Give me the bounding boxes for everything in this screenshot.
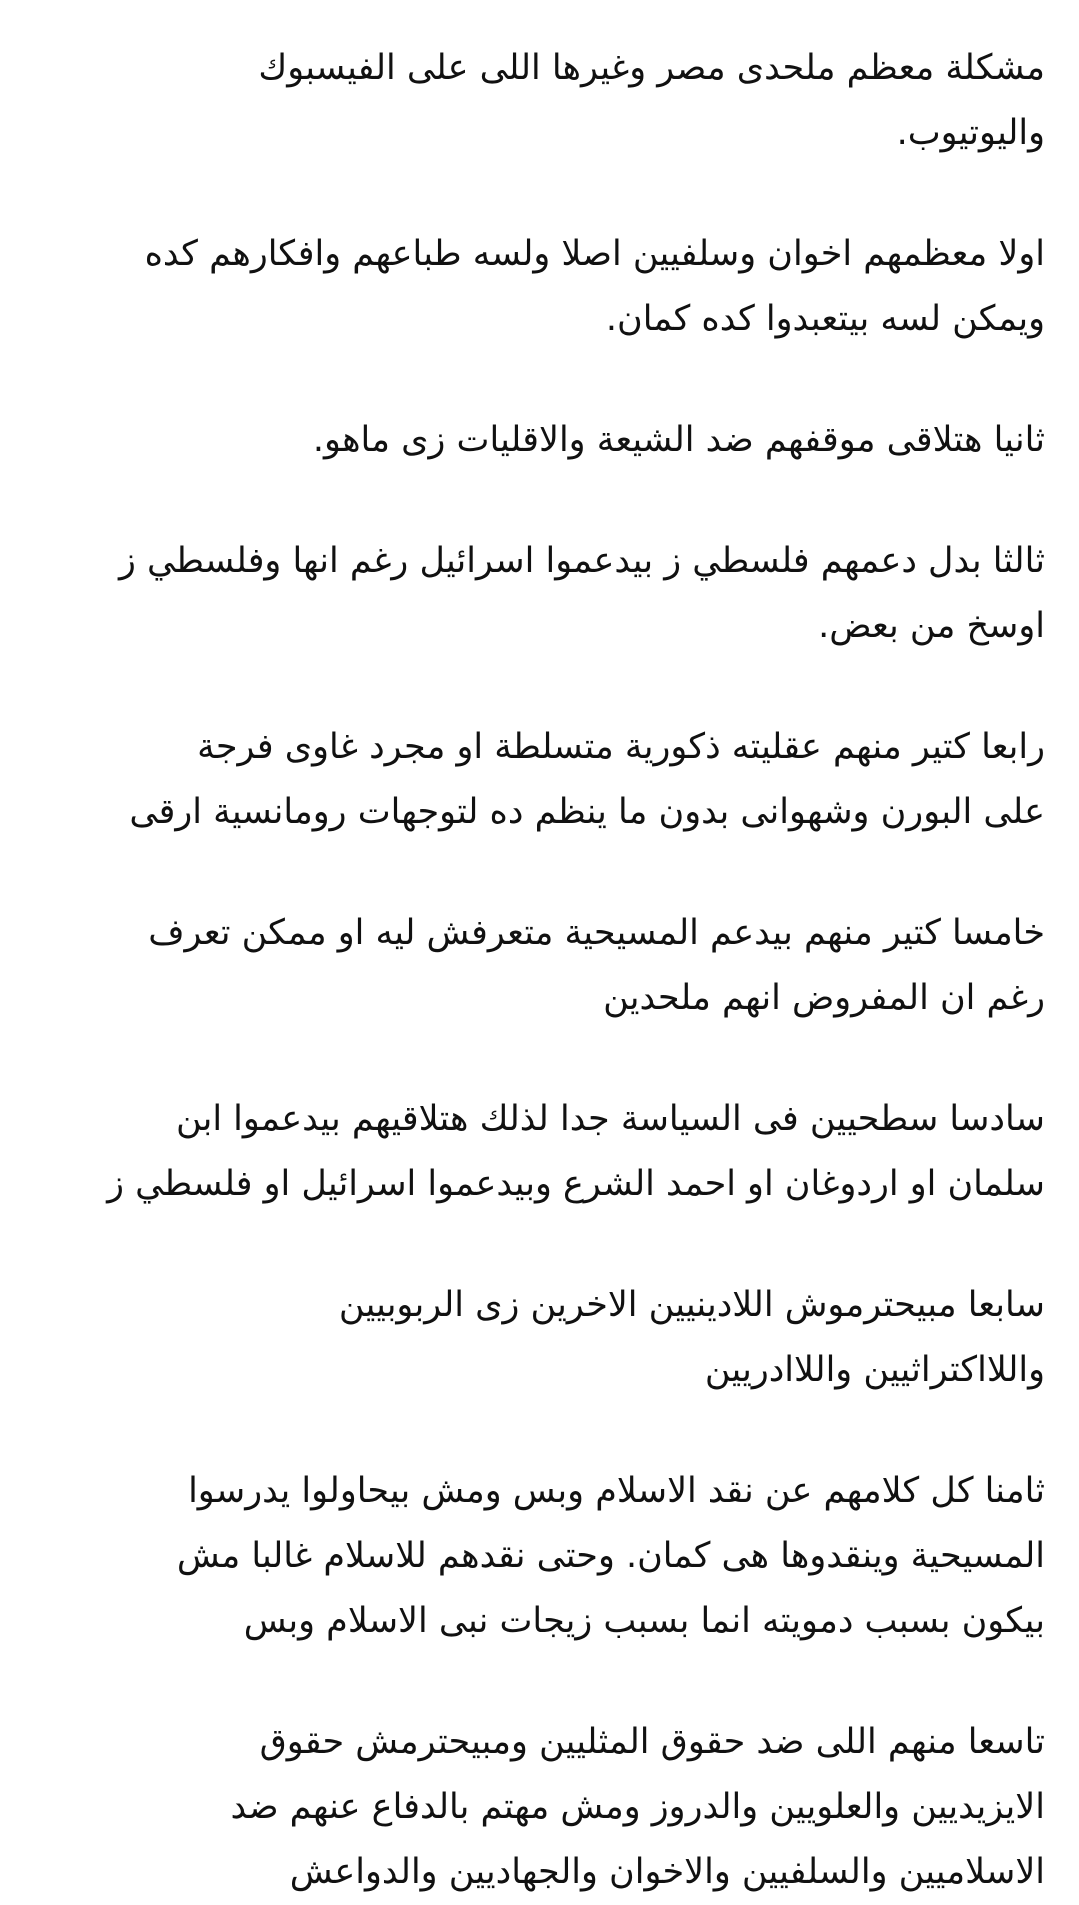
text-line: ثامنا كل كلامهم عن نقد الاسلام وبس ومش بيحاولوا يدرسوا <box>188 1471 1045 1511</box>
text-line: ثانيا هتلاقى موقفهم ضد الشيعة والاقليات زى ماهو. <box>312 420 1045 460</box>
text-line: سلمان او اردوغان او احمد الشرع وبيدعموا اسرائيل او فلسطي ز <box>107 1164 1045 1204</box>
post-paragraph-seventh <box>24 1273 1045 1403</box>
text-line: واليوتيوب. <box>896 113 1045 153</box>
text-line: ثالثا بدل دعمهم فلسطي ز بيدعموا اسرائيل رغم انها وفلسطي ز <box>118 541 1045 581</box>
post-paragraph-first <box>24 222 1045 352</box>
text-line: سابعا مبيحترموش اللادينيين الاخرين زى الربوبيين <box>338 1285 1045 1325</box>
text-line: اوسخ من بعض. <box>818 606 1045 646</box>
post-paragraph-third <box>24 529 1045 659</box>
text-line: خامسا كتير منهم بيدعم المسيحية متعرفش ليه او ممكن تعرف <box>148 913 1045 953</box>
text-line: مشكلة معظم ملحدى مصر وغيرها اللى على الفيسبوك <box>258 48 1045 88</box>
post-paragraph-fifth <box>24 901 1045 1031</box>
post-paragraph-second <box>24 408 1045 473</box>
post-paragraph-intro <box>24 36 1045 166</box>
text-line: تاسعا منهم اللى ضد حقوق المثليين ومبيحترمش حقوق <box>259 1722 1045 1762</box>
text-line: رابعا كتير منهم عقليته ذكورية متسلطة او مجرد غاوى فرجة <box>197 727 1045 767</box>
post-paragraph-eighth <box>24 1459 1045 1654</box>
text-line: المسيحية وينقدوها هى كمان. وحتى نقدهم للاسلام غالبا مش <box>176 1536 1045 1576</box>
post-paragraph-fourth <box>24 715 1045 845</box>
text-line: ويمكن لسه بيتعبدوا كده كمان. <box>605 299 1045 339</box>
text-line: واللااكتراثيين واللاادريين <box>704 1350 1045 1390</box>
text-line: على البورن وشهوانى بدون ما ينظم ده لتوجهات رومانسية ارقى <box>129 792 1045 832</box>
post-paragraph-sixth <box>24 1087 1045 1217</box>
text-line: اولا معظمهم اخوان وسلفيين اصلا ولسه طباعهم وافكارهم كده <box>144 234 1045 274</box>
text-line: رغم ان المفروض انهم ملحدين <box>603 978 1045 1018</box>
text-line: سادسا سطحيين فى السياسة جدا لذلك هتلاقيهم بيدعموا ابن <box>175 1099 1045 1139</box>
text-line: الايزيديين والعلويين والدروز ومش مهتم بالدفاع عنهم ضد <box>230 1787 1045 1827</box>
post-paragraph-ninth <box>24 1710 1045 1905</box>
text-line: بيكون بسبب دمويته انما بسبب زيجات نبى الاسلام وبس <box>243 1601 1045 1641</box>
text-line: الاسلاميين والسلفيين والاخوان والجهاديين والدواعش <box>289 1852 1045 1892</box>
